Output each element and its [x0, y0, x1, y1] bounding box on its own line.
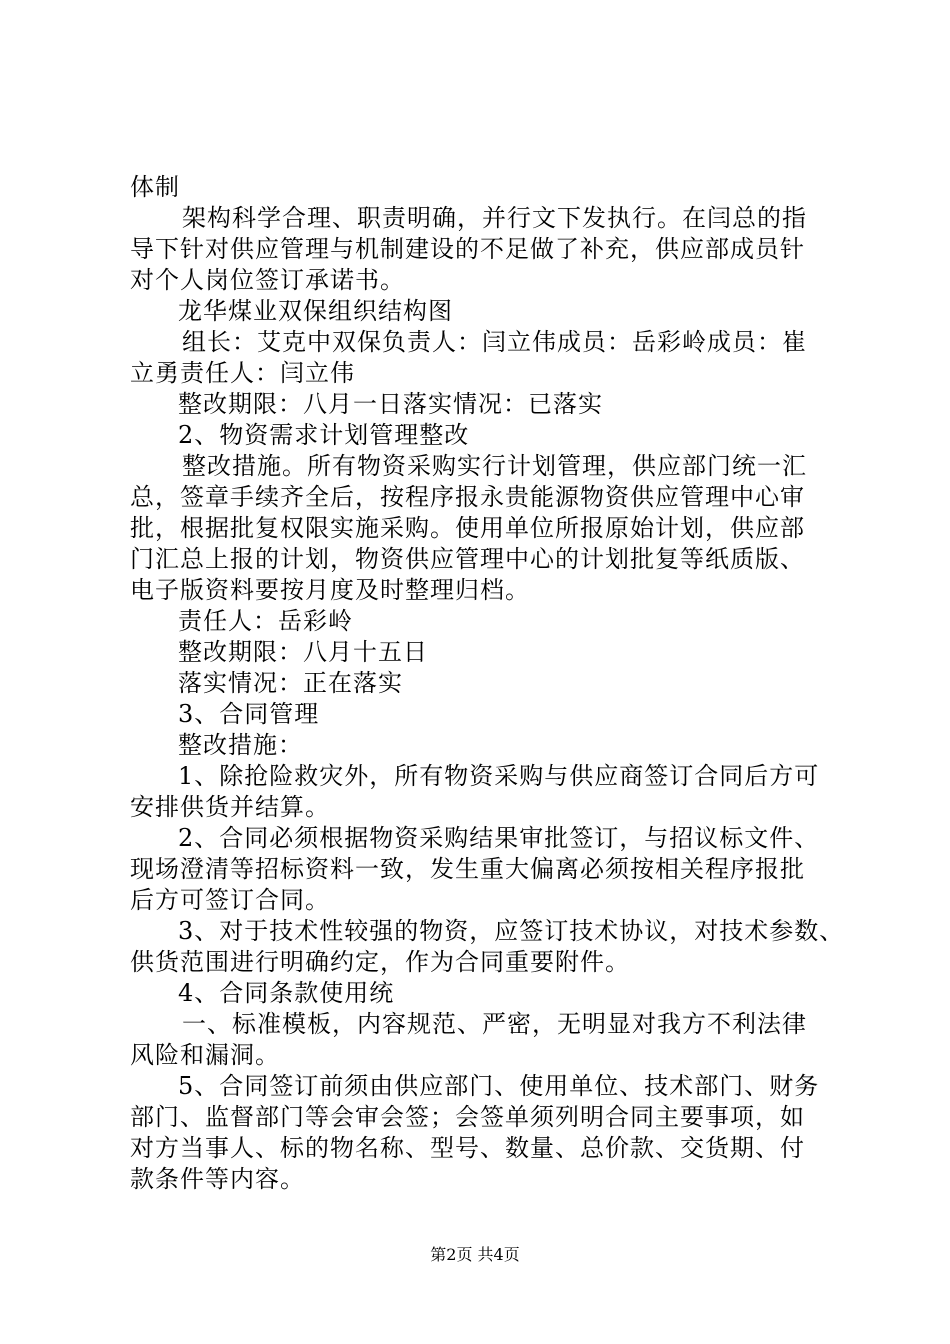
text-line: 总，签章手续齐全后，按程序报永贵能源物资供应管理中心审	[130, 483, 805, 511]
text-line: 4、合同条款使用统	[178, 979, 395, 1007]
text-line: 批，根据批复权限实施采购。使用单位所报原始计划，供应部	[130, 514, 805, 542]
text-line: 2、合同必须根据物资采购结果审批签订，与招议标文件、	[178, 824, 820, 852]
text-line: 龙华煤业双保组织结构图	[178, 297, 453, 325]
text-line: 5、合同签订前须由供应部门、使用单位、技术部门、财务	[178, 1072, 820, 1100]
text-line: 整改期限：八月十五日	[178, 638, 428, 666]
text-line: 整改措施。所有物资采购实行计划管理，供应部门统一汇	[182, 452, 807, 480]
text-line: 责任人：岳彩岭	[178, 607, 353, 635]
text-line: 整改措施：	[178, 731, 303, 759]
text-line: 3、对于技术性较强的物资，应签订技术协议，对技术参数、	[178, 917, 845, 945]
document-body	[130, 172, 845, 1195]
text-line: 风险和漏洞。	[130, 1041, 280, 1069]
text-line: 导下针对供应管理与机制建设的不足做了补充，供应部成员针	[130, 235, 805, 263]
text-line: 对个人岗位签订承诺书。	[130, 266, 405, 294]
text-line: 3、合同管理	[178, 700, 320, 728]
text-line: 一、标准模板，内容规范、严密，无明显对我方不利法律	[182, 1010, 807, 1038]
text-line: 落实情况：正在落实	[178, 669, 403, 697]
text-line: 现场澄清等招标资料一致，发生重大偏离必须按相关程序报批	[130, 855, 805, 883]
text-line: 体制	[130, 173, 180, 201]
text-line: 1、除抢险救灾外，所有物资采购与供应商签订合同后方可	[178, 762, 820, 790]
text-line: 整改期限：八月一日落实情况：已落实	[178, 390, 603, 418]
text-line: 立勇责任人：闫立伟	[130, 359, 355, 387]
page-number-footer: 第2页 共4页	[430, 1245, 520, 1264]
text-line: 供货范围进行明确约定，作为合同重要附件。	[130, 948, 630, 976]
text-line: 对方当事人、标的物名称、型号、数量、总价款、交货期、付	[130, 1134, 805, 1162]
text-line: 安排供货并结算。	[130, 793, 330, 821]
text-line: 2、物资需求计划管理整改	[178, 421, 470, 449]
text-line: 部门、监督部门等会审会签；会签单须列明合同主要事项，如	[130, 1103, 805, 1131]
text-line: 后方可签订合同。	[130, 886, 330, 914]
text-line: 架构科学合理、职责明确，并行文下发执行。在闫总的指	[182, 204, 807, 232]
text-line: 电子版资料要按月度及时整理归档。	[130, 576, 530, 604]
text-line: 款条件等内容。	[130, 1165, 305, 1193]
text-line: 门汇总上报的计划，物资供应管理中心的计划批复等纸质版、	[130, 545, 805, 573]
text-line: 组长：艾克中双保负责人：闫立伟成员：岳彩岭成员：崔	[182, 328, 807, 356]
